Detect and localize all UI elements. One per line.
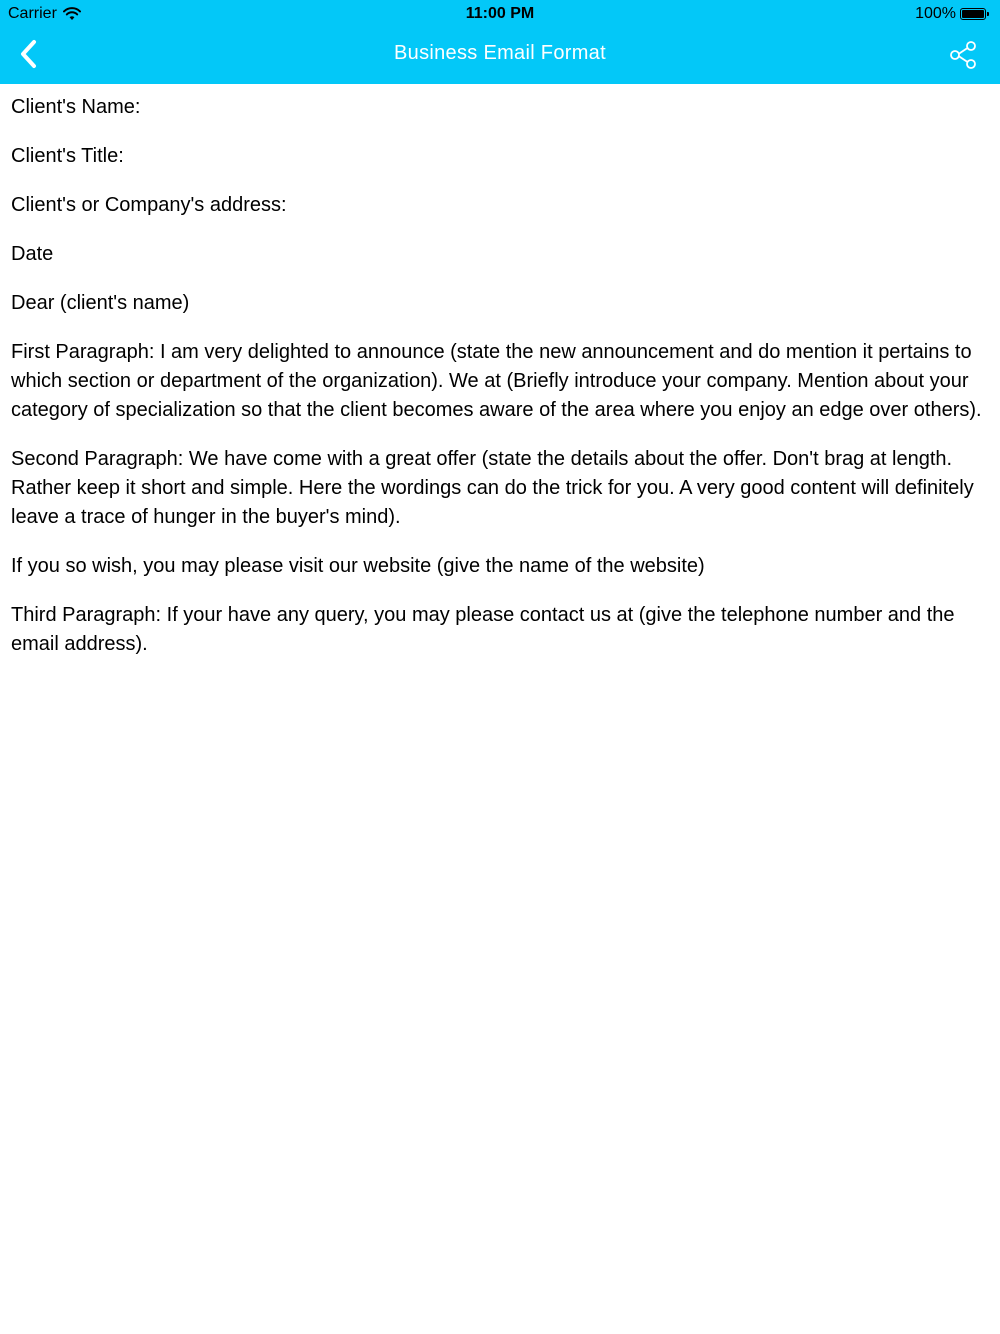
email-template-body xyxy=(11,93,989,679)
back-button[interactable] xyxy=(10,38,46,74)
client-title-line: Client's Title: xyxy=(11,145,124,167)
client-name-line: Client's Name: xyxy=(11,96,141,118)
chevron-left-icon xyxy=(18,39,38,74)
carrier-label: Carrier xyxy=(8,5,57,22)
date-line: Date xyxy=(11,243,54,265)
second-paragraph: Second Paragraph: We have come with a great offer (state the details about the offer. Don't brag at length. Rather keep it short and simple. Here the wordings can do the trick for you. A very good content will definitely leave a trace of hunger in the buyer's mind). xyxy=(11,448,974,528)
share-button[interactable] xyxy=(946,40,980,74)
first-paragraph: First Paragraph: I am very delighted to announce (state the new announcement and do mention it pertains to which section or department of the organization). We at (Briefly introduce your company. Mention about your category of specialization so that the client becomes aware of the area where you enjoy an edge over others). xyxy=(11,341,982,421)
client-address-line: Client's or Company's address: xyxy=(11,194,287,216)
website-paragraph: If you so wish, you may please visit our website (give the name of the website) xyxy=(11,555,705,577)
status-bar xyxy=(0,0,1000,28)
battery-indicator xyxy=(915,5,986,23)
page-title: Business Email Format xyxy=(394,42,606,64)
navigation-bar xyxy=(0,28,1000,84)
third-paragraph: Third Paragraph: If your have any query, you may please contact us at (give the telephone number and the email address). xyxy=(11,604,955,655)
salutation-line: Dear (client's name) xyxy=(11,292,190,314)
share-icon xyxy=(948,40,978,75)
battery-percentage: 100% xyxy=(915,5,956,22)
battery-icon xyxy=(960,8,986,20)
top-bar xyxy=(0,0,1000,84)
status-time: 11:00 PM xyxy=(465,5,535,22)
